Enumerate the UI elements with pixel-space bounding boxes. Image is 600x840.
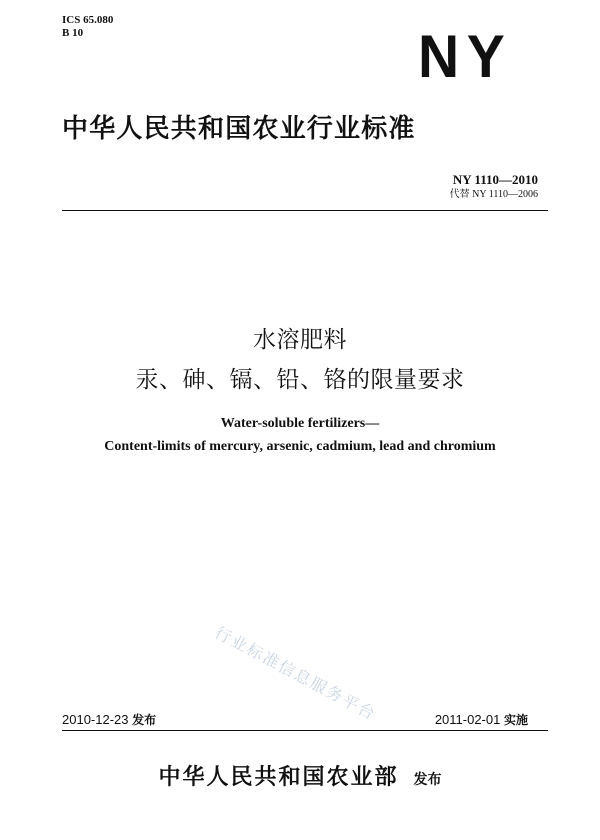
- publish-label: 发布: [413, 772, 442, 788]
- ccs-code: B 10: [62, 27, 84, 39]
- issue-date: 2010-12-23: [62, 712, 129, 727]
- effective-date-block: [435, 712, 528, 728]
- ny-logo: NY: [417, 23, 512, 90]
- issuer-block: [0, 760, 600, 791]
- replaces-note: 代替 NY 1110—2006: [449, 189, 538, 200]
- ics-code: ICS 65.080: [62, 14, 114, 26]
- effective-label: 实施: [503, 713, 528, 727]
- issue-label: 发布: [132, 713, 157, 727]
- footer-divider: [62, 730, 548, 731]
- standard-type-heading: 中华人民共和国农业行业标准: [62, 114, 416, 144]
- header-divider: [62, 210, 548, 211]
- title-en-line1: Water-soluble fertilizers—: [220, 416, 380, 431]
- issue-date-block: [62, 712, 156, 728]
- standard-number-block: [450, 172, 538, 201]
- classification-codes: [62, 14, 113, 40]
- title-cn-line2: 汞、砷、镉、铅、铬的限量要求: [135, 367, 465, 393]
- watermark: 行业标准信息服务平台: [211, 622, 380, 724]
- effective-date: 2011-02-01: [434, 712, 501, 727]
- title-en-line2: Content-limits of mercury, arsenic, cadmium, lead and chromium: [104, 439, 496, 454]
- standard-number: NY 1110—2010: [452, 172, 538, 187]
- title-cn-line1: 水溶肥料: [253, 327, 347, 353]
- issuer-name: 中华人民共和国农业部: [158, 765, 399, 790]
